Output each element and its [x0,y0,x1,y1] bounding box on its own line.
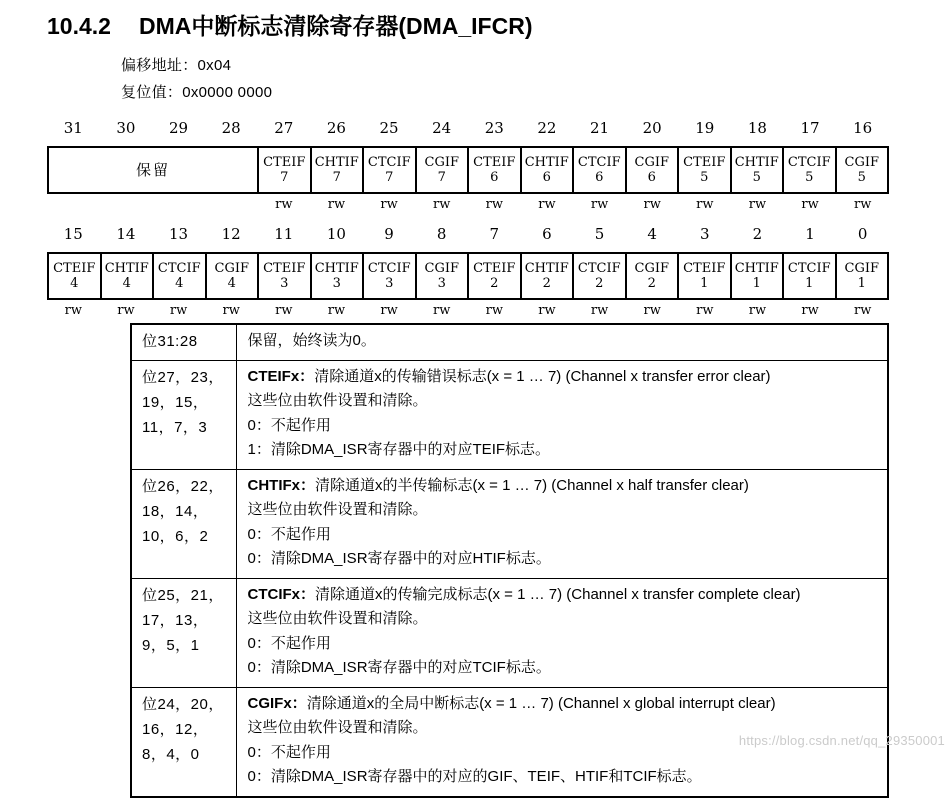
bit-number: 2 [752,225,763,243]
bit-field-channel: 6 [542,170,551,185]
field-desc-line [248,389,880,414]
access-label: rw [590,197,609,212]
bit-field-cell [574,148,625,192]
access-label: rw [380,303,398,318]
bit-field-name: CTEIF [473,261,516,276]
reset-value-line [121,81,272,102]
field-desc-text: 保留，始终读为0。 [247,332,376,349]
bit-cells [47,252,889,300]
field-name-bold: CHTIFx： [247,476,316,494]
bit-field-channel: 5 [752,170,761,185]
bit-field-name: CTCIF [157,261,201,276]
bit-field-name: CHTIF [524,261,569,276]
field-desc-line [248,474,880,499]
bit-field-name: CTCIF [577,155,621,170]
bit-number: 5 [594,225,605,243]
bit-field-name: CGIF [634,155,669,170]
bit-number: 11 [274,225,294,243]
bit-field-cell [259,254,310,298]
access-label: rw [275,197,293,212]
bit-number: 10 [326,225,346,243]
bit-number: 4 [647,225,657,243]
bit-field-name: CGIF [214,261,249,276]
access-label: rw [485,303,503,318]
bit-cells [47,146,889,194]
field-desc-text: 清除通道x的全局中断标志(x = 1 … 7) (Channel x global interrupt clear) [306,694,776,712]
field-bits-line: 17，13， [142,611,209,629]
bit-field-name: CTCIF [577,261,621,276]
bit-field-cell [469,254,520,298]
bit-field-name: CGIF [844,155,879,170]
bit-field-channel: 4 [227,276,236,291]
field-table-body [131,324,888,797]
bit-field-cell [259,148,310,192]
field-bits-line: 18，14， [142,502,209,520]
access-label: rw [801,197,819,212]
field-desc-text: 0：清除DMA_ISR寄存器中的对应HTIF标志。 [247,550,551,567]
bit-number: 14 [116,225,136,243]
field-desc-line [248,329,880,354]
field-desc-text: 清除通道x的传输完成标志(x = 1 … 7) (Channel x transfer complete clear) [315,585,801,603]
access-label: rw [433,303,451,318]
bit-field-name: CGIF [844,261,879,276]
page-title: DMA中断标志清除寄存器(DMA_IFCR) [138,13,533,39]
bit-field-cell [102,254,153,298]
section-heading [47,8,532,41]
field-bits-line: 16，12， [142,720,209,738]
access-label: rw [801,303,819,318]
watermark: https://blog.csdn.net/qq_29350001 [738,733,945,748]
bit-field-name: CTEIF [473,155,516,170]
field-desc-line [248,498,880,523]
bit-field-name: CHTIF [734,155,779,170]
bit-field-name: CTEIF [683,261,726,276]
bit-field-name: CTEIF [53,261,96,276]
access-label: rw [538,197,556,212]
bit-field-channel: 7 [280,170,289,185]
access-label: rw [748,303,767,318]
bit-field-name: 保留 [135,160,170,179]
access-label: rw [64,303,82,318]
field-desc-text: 这些位由软件设置和清除。 [247,501,428,518]
bit-field-channel: 3 [437,276,446,291]
field-desc-text: 1：清除DMA_ISR寄存器中的对应TEIF标志。 [247,441,551,458]
bit-field-channel: 2 [542,276,551,291]
bit-field-name: CGIF [634,261,669,276]
field-desc-text: 0：不起作用 [247,634,331,652]
bit-number: 30 [116,119,136,137]
bit-field-name: CGIF [424,261,459,276]
field-name-bold: CTCIFx： [247,585,316,603]
field-bits-line: 位31:28 [142,333,198,350]
field-bits-line: 11，7，3 [142,418,208,436]
bit-number: 3 [700,225,710,243]
bit-number: 16 [853,119,873,137]
field-desc-text: 清除通道x的半传输标志(x = 1 … 7) (Channel x half transfer clear) [315,476,749,494]
field-bits-line: 10，6，2 [142,527,209,545]
field-bits-line: 8，4，0 [142,745,200,763]
bit-field-channel: 4 [122,276,131,291]
bit-field-name: CTEIF [263,261,306,276]
field-bits-line: 位24，20， [142,695,224,713]
bit-field-channel: 7 [332,170,341,185]
bit-field-cell [522,148,573,192]
bit-number: 27 [274,119,294,137]
field-bits [131,324,236,360]
field-bits-line: 位25，21， [142,586,224,604]
bit-number: 23 [484,119,504,137]
field-bits [131,578,236,687]
field-desc-line [248,547,880,572]
field-bits [131,469,236,578]
bit-field-cell [627,148,678,192]
reset-value-label: 复位值： [121,84,183,101]
bit-field-cell [837,148,888,192]
access-label: rw [327,197,346,212]
bit-number: 0 [857,225,868,243]
bit-field-name: CTEIF [683,155,726,170]
bit-field-name: CTCIF [787,261,831,276]
bit-field-name: CHTIF [524,155,569,170]
bit-field-channel: 1 [805,276,814,291]
bit-number: 28 [221,119,241,137]
bit-field-channel: 2 [647,276,656,291]
bit-number: 13 [169,225,189,243]
bit-field-cell [732,254,783,298]
bit-number: 8 [436,225,447,243]
bit-number: 25 [379,119,399,137]
bit-field-channel: 3 [280,276,289,291]
bit-field-channel: 1 [700,276,709,291]
bit-number: 22 [537,119,557,137]
field-desc-text: 0：不起作用 [247,743,331,761]
access-label: rw [222,303,240,318]
field-desc-line [248,607,880,632]
field-desc-line [248,523,880,548]
field-desc-text: 0：不起作用 [247,525,331,543]
bit-number: 18 [747,119,767,137]
bit-field-name: CHTIF [314,261,359,276]
field-desc-line [248,765,880,790]
access-row [47,303,889,319]
bit-field-channel: 6 [595,170,604,185]
bit-field-channel: 1 [752,276,761,291]
bit-number: 24 [432,119,452,137]
bit-field-cell [49,148,257,192]
bit-field-cell [417,148,468,192]
field-description [236,469,888,578]
bit-field-channel: 2 [595,276,604,291]
bit-field-channel: 7 [437,170,446,185]
bit-field-channel: 1 [857,276,866,291]
bit-number: 9 [384,225,394,243]
access-label [47,197,258,213]
bit-number: 21 [590,119,610,137]
field-desc-text: 这些位由软件设置和清除。 [247,392,428,409]
field-bits [131,360,236,469]
access-label: rw [169,303,188,318]
bit-field-name: CHTIF [314,155,359,170]
bit-field-cell [312,254,363,298]
bit-numbers [47,119,889,137]
bit-field-name: CHTIF [734,261,779,276]
field-desc-line [248,414,880,439]
bit-number: 7 [489,225,500,243]
bit-field-cell [784,254,835,298]
field-desc-line [248,656,880,681]
access-label: rw [275,303,293,318]
field-bits-line: 位26，22， [142,477,224,495]
bit-field-cell [574,254,625,298]
register-row-bits-15-0 [47,225,889,319]
bit-field-channel: 7 [385,170,394,185]
field-desc-text: 清除通道x的传输错误标志(x = 1 … 7) (Channel x transfer error clear) [314,367,771,385]
field-desc-text: 这些位由软件设置和清除。 [247,719,428,736]
bit-field-name: CHTIF [104,261,149,276]
bit-number: 19 [695,119,715,137]
bit-field-cell [469,148,520,192]
field-bits-line: 19，15， [142,393,209,411]
bit-field-cell [732,148,783,192]
bit-numbers [47,225,889,243]
bit-field-channel: 5 [805,170,814,185]
bit-field-cell [784,148,835,192]
bit-field-channel: 3 [385,276,394,291]
bit-number: 29 [169,119,189,137]
field-bits [131,687,236,797]
access-label: rw [485,197,503,212]
field-desc-text: 0：不起作用 [247,416,331,434]
bit-number: 20 [642,119,662,137]
bit-number: 12 [221,225,241,243]
offset-address-line [121,54,231,75]
bit-field-channel: 2 [490,276,499,291]
field-desc-text: 0：清除DMA_ISR寄存器中的对应的GIF、TEIF、HTIF和TCIF标志。 [247,768,702,785]
bit-field-cell [679,254,730,298]
bit-number: 1 [805,225,815,243]
bit-field-channel: 4 [175,276,184,291]
bit-field-cell [364,148,415,192]
bit-number: 17 [800,119,820,137]
bit-field-cell [627,254,678,298]
bit-field-cell [207,254,258,298]
bit-field-name: CTEIF [263,155,306,170]
bit-field-cell [522,254,573,298]
access-label: rw [117,303,135,318]
access-label: rw [696,197,714,212]
bit-number: 15 [63,225,83,243]
access-label: rw [643,197,661,212]
bit-field-cell [49,254,100,298]
section-number: 10.4.2 [47,13,111,39]
reset-value-value: 0x0000 0000 [182,84,273,101]
bit-field-channel: 5 [857,170,866,185]
bit-field-channel: 5 [700,170,709,185]
field-description [236,578,888,687]
bit-number: 6 [542,225,552,243]
field-name-bold: CGIFx： [247,694,307,712]
offset-address-value: 0x04 [197,57,232,74]
access-label: rw [327,303,346,318]
field-row [131,360,888,469]
bit-field-cell [679,148,730,192]
access-label: rw [643,303,661,318]
bit-field-cell [837,254,888,298]
field-desc-line [248,583,880,608]
field-description [236,324,888,360]
access-row [47,197,889,213]
bit-field-name: CTCIF [787,155,831,170]
bit-number: 26 [326,119,346,137]
field-desc-text: 0：清除DMA_ISR寄存器中的对应TCIF标志。 [247,659,551,676]
bit-number: 31 [63,119,83,137]
access-label: rw [696,303,714,318]
bit-field-channel: 4 [70,276,79,291]
bit-field-cell [312,148,363,192]
access-label: rw [433,197,451,212]
register-row-bits-31-16 [47,119,889,213]
access-label: rw [380,197,398,212]
bit-field-name: CTCIF [367,155,411,170]
bit-field-cell [417,254,468,298]
bit-field-name: CGIF [424,155,459,170]
field-row [131,469,888,578]
field-desc-line [248,365,880,390]
field-desc-line [248,692,880,717]
field-row [131,578,888,687]
bit-field-name: CTCIF [367,261,411,276]
access-label: rw [854,303,872,318]
access-label: rw [854,197,872,212]
access-label: rw [538,303,556,318]
bit-field-cell [364,254,415,298]
access-label: rw [590,303,609,318]
bit-field-channel: 6 [647,170,656,185]
field-bits-line: 位27，23， [142,368,224,386]
access-label: rw [748,197,767,212]
field-bits-line: 9，5，1 [142,636,200,654]
field-name-bold: CTEIFx： [247,367,315,385]
field-row [131,324,888,360]
field-desc-text: 这些位由软件设置和清除。 [247,610,428,627]
bit-field-cell [154,254,205,298]
offset-address-label: 偏移地址： [121,57,198,74]
bit-field-channel: 6 [490,170,499,185]
field-description [236,360,888,469]
bit-field-channel: 3 [332,276,341,291]
field-desc-line [248,438,880,463]
field-description-table [130,323,889,798]
field-desc-line [248,632,880,657]
